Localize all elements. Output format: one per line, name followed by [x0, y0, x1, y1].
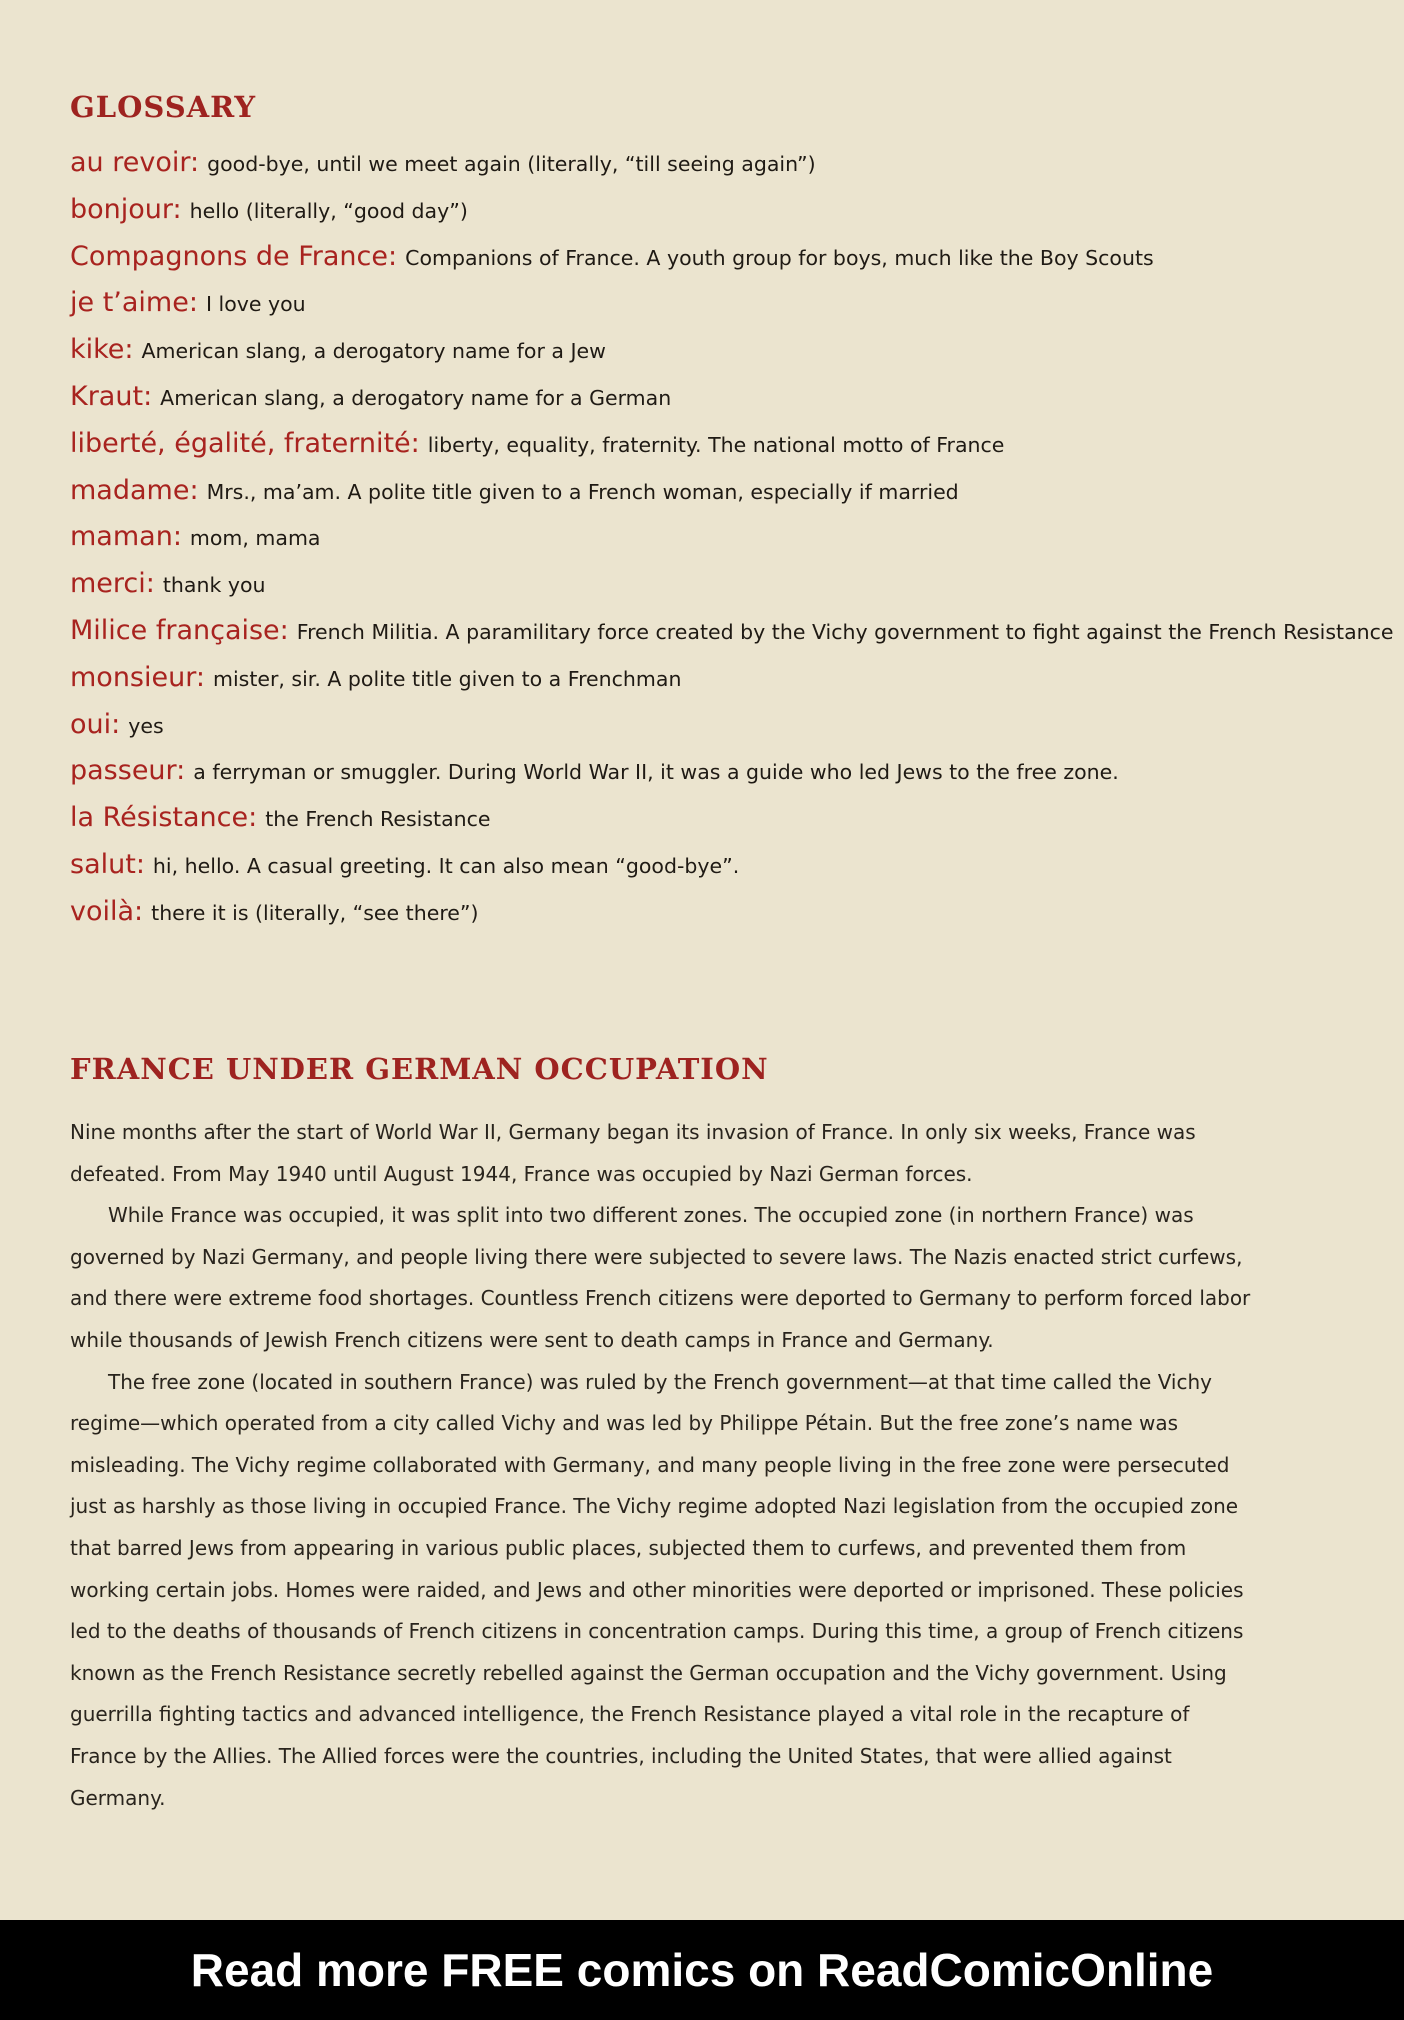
glossary-entry: passeur: a ferryman or smuggler. During World War II, it was a guide who led Jews to the free zone.: [70, 755, 1119, 787]
promo-banner[interactable]: [0, 1920, 1404, 2020]
glossary-definition: hi, hello. A casual greeting. It can also mean “good-bye”.: [152, 853, 740, 878]
glossary-term: Kraut: [70, 380, 144, 412]
glossary-entry: merci: thank you: [70, 568, 266, 600]
glossary-definition: good-bye, until we meet again (literally, “till seeing again”): [207, 152, 816, 176]
glossary-definition: Mrs., ma’am. A polite title given to a French woman, especially if married: [206, 479, 959, 504]
glossary-term: je t’aime: [70, 287, 189, 319]
glossary-term: oui: [70, 708, 112, 740]
glossary-term: passeur: [70, 755, 177, 787]
glossary-term: voilà: [70, 895, 135, 927]
promo-banner-link[interactable]: Read more FREE comics on ReadComicOnline: [190, 1944, 1214, 1996]
glossary-definition: mister, sir. A polite title given to a Frenchman: [212, 666, 682, 691]
glossary-term: Compagnons de France: [70, 240, 389, 272]
glossary-term: Milice française: [70, 614, 280, 646]
glossary-entry: je t’aime: I love you: [70, 287, 306, 319]
glossary-definition: there it is (literally, “see there”): [151, 900, 479, 925]
glossary-definition: hello (literally, “good day”): [189, 198, 468, 223]
glossary-definition: Companions of France. A youth group for boys, much like the Boy Scouts: [405, 245, 1154, 270]
glossary-term: merci: [70, 568, 146, 600]
glossary-term: monsieur: [70, 661, 196, 693]
glossary-entry: au revoir: good-bye, until we meet again (literally, “till seeing again”): [70, 147, 816, 178]
glossary-term: madame: [70, 474, 190, 506]
occupation-essay: [70, 1112, 1260, 1819]
glossary-entry: la Résistance: the French Resistance: [70, 802, 491, 834]
glossary-term: la Résistance: [70, 802, 249, 834]
glossary-entry: Milice française: French Militia. A paramilitary force created by the Vichy government to fight against the French Resistance: [70, 614, 1394, 646]
glossary-definition: the French Resistance: [265, 807, 491, 832]
essay-paragraph: Nine months after the start of World War II, Germany began its invasion of France. In only six weeks, France was defeated. From May 1940 until August 1944, France was occupied by Nazi German forces.: [70, 1120, 1196, 1186]
glossary-entry: oui: yes: [70, 708, 164, 740]
glossary-entry: kike: American slang, a derogatory name for a Jew: [70, 334, 606, 366]
glossary-term: bonjour: [70, 193, 173, 225]
glossary-term: maman: [70, 521, 173, 553]
glossary-entry: Kraut: American slang, a derogatory name for a German: [70, 380, 672, 412]
glossary-entry: bonjour: hello (literally, “good day”): [70, 193, 468, 225]
glossary-entry: madame: Mrs., ma’am. A polite title given to a French woman, especially if married: [70, 474, 959, 506]
essay-paragraph: The free zone (located in southern France) was ruled by the French government—at that time called the Vichy regime—which operated from a city called Vichy and was led by Philippe Pétain. But the free zone’s name was misleading. The Vichy regime collaborated with Germany, and many people living in the free zone were persecuted just as harshly as those living in occupied France. The Vichy regime adopted Nazi legislation from the occupied zone that barred Jews from appearing in various public places, subjected them to curfews, and prevented them from working certain jobs. Homes were raided, and Jews and other minorities were deported or imprisoned. These policies led to the deaths of thousands of French citizens in concentration camps. During this time, a group of French citizens known as the French Resistance secretly rebelled against the German occupation and the Vichy government. Using guerrilla fighting tactics and advanced intelligence, the French Resistance played a vital role in the recapture of France by the Allies. The Allied forces were the countries, including the United States, that were allied against Germany.: [70, 1369, 1244, 1810]
glossary-definition: a ferryman or smuggler. During World War II, it was a guide who led Jews to the free zone.: [193, 760, 1119, 785]
glossary-definition: thank you: [162, 573, 266, 598]
glossary-entry: liberté, égalité, fraternité: liberty, equality, fraternity. The national motto of France: [70, 427, 1005, 459]
glossary-term: au revoir: [70, 147, 190, 178]
glossary-definition: French Militia. A paramilitary force created by the Vichy government to fight against the French Resistance: [296, 619, 1394, 644]
glossary-entry: salut: hi, hello. A casual greeting. It can also mean “good-bye”.: [70, 848, 740, 880]
glossary-heading: GLOSSARY: [70, 90, 257, 124]
glossary-term: kike: [70, 334, 125, 366]
occupation-heading: FRANCE UNDER GERMAN OCCUPATION: [70, 1052, 769, 1086]
glossary-definition: mom, mama: [189, 526, 321, 551]
glossary-definition: American slang, a derogatory name for a Jew: [141, 339, 606, 364]
essay-paragraph: While France was occupied, it was split into two different zones. The occupied zone (in northern France) was governed by Nazi Germany, and people living there were subjected to severe laws. The Nazis enacted strict curfews, and there were extreme food shortages. Countless French citizens were deported to Germany to perform forced labor while thousands of Jewish French citizens were sent to death camps in France and Germany.: [70, 1203, 1251, 1352]
glossary-entry: voilà: there it is (literally, “see there”): [70, 895, 479, 927]
glossary-definition: liberty, equality, fraternity. The national motto of France: [427, 432, 1005, 457]
glossary-definition: American slang, a derogatory name for a German: [160, 385, 672, 410]
glossary-term: salut: [70, 848, 136, 880]
glossary-term: liberté, égalité, fraternité: [70, 427, 411, 459]
glossary-entry: monsieur: mister, sir. A polite title given to a Frenchman: [70, 661, 682, 693]
glossary-list: [70, 140, 1394, 936]
glossary-entry: maman: mom, mama: [70, 521, 321, 553]
glossary-entry: Compagnons de France: Companions of France. A youth group for boys, much like the Boy Scouts: [70, 240, 1154, 272]
glossary-definition: I love you: [205, 292, 306, 317]
glossary-definition: yes: [128, 713, 164, 738]
